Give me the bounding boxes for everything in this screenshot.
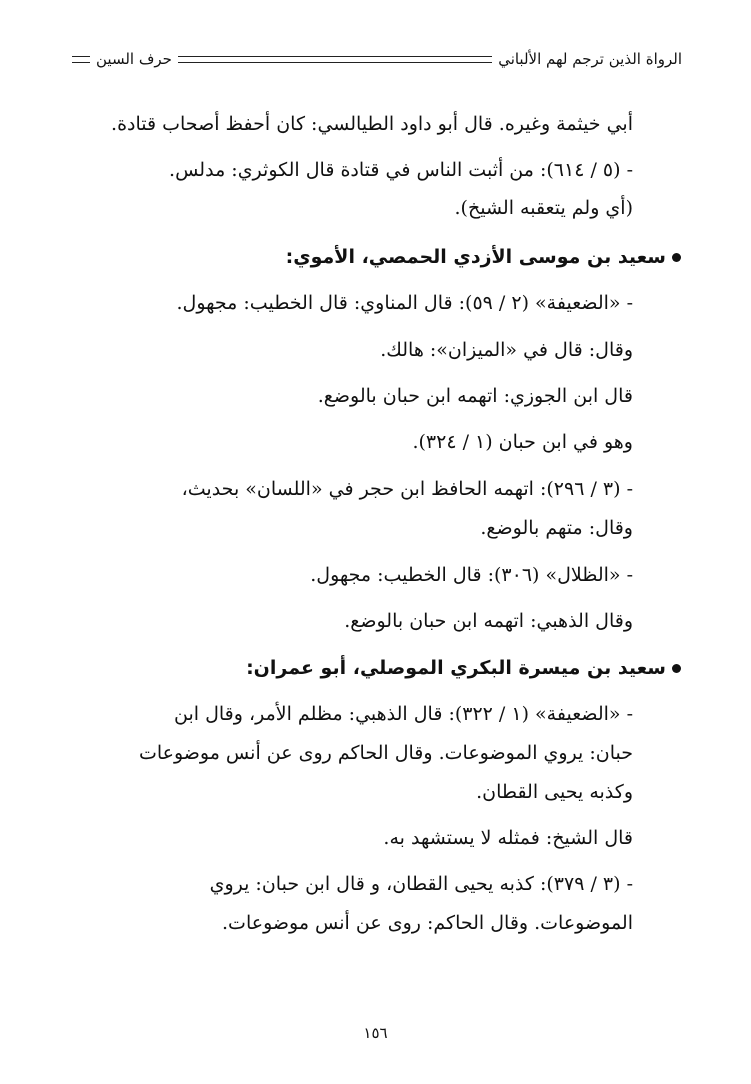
entry-heading bbox=[286, 243, 681, 271]
header-rule-end bbox=[72, 56, 90, 63]
entry-heading-text: سعيد بن موسى الأزدي الحمصي، الأموي: bbox=[285, 246, 666, 268]
text-line: - (٣ / ٣٧٩): كذبه يحيى القطان، و قال ابن حبان: يروي bbox=[209, 873, 633, 895]
header-section: حرف السين bbox=[96, 50, 172, 68]
text-line: حبان: يروي الموضوعات. وقال الحاكم روى عن أنس موضوعات bbox=[138, 742, 633, 764]
text-line: الموضوعات. وقال الحاكم: روى عن أنس موضوعات. bbox=[222, 912, 633, 934]
page-number: ١٥٦ bbox=[363, 1024, 388, 1042]
text-line: - «الضعيفة» (١ / ٣٢٢): قال الذهبي: مظلم الأمر، وقال ابن bbox=[174, 703, 633, 725]
text-line: وقال الذهبي: اتهمه ابن حبان بالوضع. bbox=[344, 610, 633, 632]
running-header bbox=[66, 44, 682, 74]
text-line: وكذبه يحيى القطان. bbox=[476, 781, 633, 803]
text-line: وقال: متهم بالوضع. bbox=[480, 517, 633, 539]
text-line: - (٥ / ٦١٤): من أثبت الناس في قتادة قال الكوثري: مدلس. bbox=[169, 159, 633, 181]
text-line: قال الشيخ: فمثله لا يستشهد به. bbox=[383, 827, 633, 849]
text-line: وهو في ابن حبان (١ / ٣٢٤). bbox=[412, 431, 633, 453]
header-rule bbox=[178, 56, 492, 63]
text-line: - (٣ / ٢٩٦): اتهمه الحافظ ابن حجر في «اللسان» بحديث، bbox=[181, 478, 633, 500]
text-line: - «الظلال» (٣٠٦): قال الخطيب: مجهول. bbox=[310, 564, 633, 586]
text-line: وقال: قال في «الميزان»: هالك. bbox=[380, 339, 633, 361]
header-book-title: الرواة الذين ترجم لهم الألباني bbox=[498, 50, 682, 68]
entry-heading bbox=[246, 654, 681, 682]
text-line: قال ابن الجوزي: اتهمه ابن حبان بالوضع. bbox=[317, 385, 633, 407]
text-line: (أي ولم يتعقبه الشيخ). bbox=[454, 197, 633, 219]
text-line: - «الضعيفة» (٢ / ٥٩): قال المناوي: قال الخطيب: مجهول. bbox=[176, 292, 633, 314]
bullet-icon bbox=[672, 664, 681, 673]
entry-heading-text: سعيد بن ميسرة البكري الموصلي، أبو عمران: bbox=[246, 657, 666, 679]
bullet-icon bbox=[672, 253, 681, 262]
text-line: أبي خيثمة وغيره. قال أبو داود الطيالسي: كان أحفظ أصحاب قتادة. bbox=[111, 113, 633, 135]
